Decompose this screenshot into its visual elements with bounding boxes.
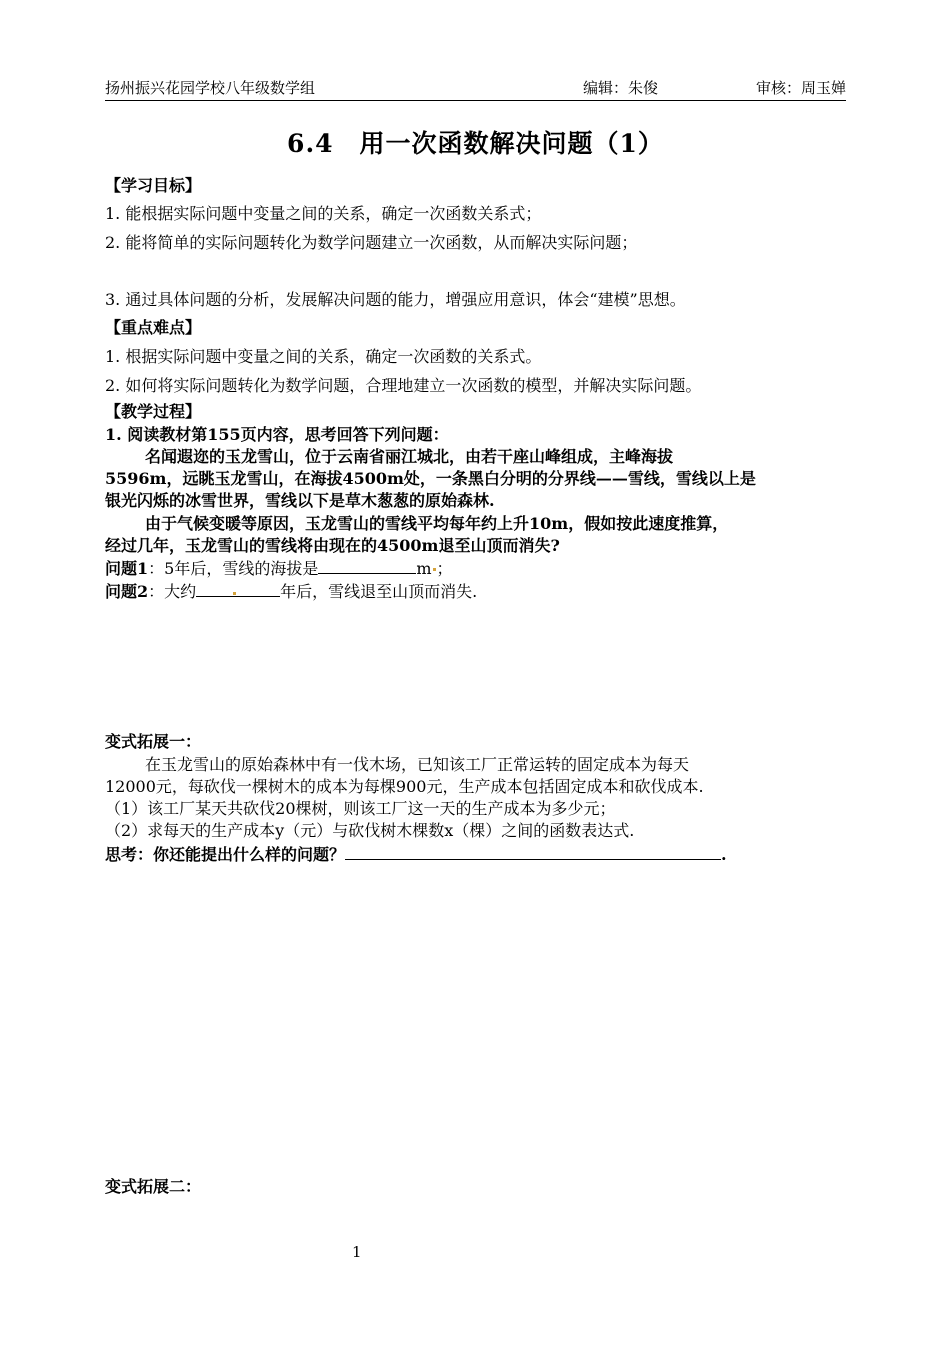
objectives-heading: 【学习目标】 xyxy=(105,176,202,195)
question-2-label: 问题2 xyxy=(105,582,149,601)
variant-1-line: （2）求每天的生产成本y（元）与砍伐树木棵数x（棵）之间的函数表达式. xyxy=(105,821,635,840)
think-question-end: . xyxy=(721,845,727,864)
marker-dot-icon xyxy=(233,592,236,595)
page-title: 6.4 用一次函数解决问题（1） xyxy=(287,129,664,158)
reading-paragraph-2: 由于气候变暖等原因，玉龙雪山的雪线平均每年约上升10m，假如按此速度推算， xyxy=(145,514,729,533)
question-1-unit: m xyxy=(416,559,432,578)
objective-item: 2. 能将简单的实际问题转化为数学问题建立一次函数，从而解决实际问题； xyxy=(105,233,638,252)
key-point-item: 2. 如何将实际问题转化为数学问题，合理地建立一次函数的模型，并解决实际问题。 xyxy=(105,376,702,395)
variant-2-heading: 变式拓展二： xyxy=(105,1177,202,1196)
variant-1-line: （1）该工厂某天共砍伐20棵树，则该工厂这一天的生产成本为多少元； xyxy=(105,799,616,818)
reading-paragraph-1: 5596m，远眺玉龙雪山，在海拔4500m处，一条黑白分明的分界线——雪线，雪线以上是 xyxy=(105,469,756,488)
key-points-heading: 【重点难点】 xyxy=(105,318,202,337)
key-point-item: 1. 根据实际问题中变量之间的关系，确定一次函数的关系式。 xyxy=(105,347,542,366)
reading-paragraph-1: 银光闪烁的冰雪世界，雪线以下是草木葱葱的原始森林. xyxy=(105,491,495,510)
page-header xyxy=(105,76,846,101)
variant-1-line: 12000元，每砍伐一棵树木的成本为每棵900元，生产成本包括固定成本和砍伐成本. xyxy=(105,777,704,796)
objective-item: 1. 能根据实际问题中变量之间的关系，确定一次函数关系式； xyxy=(105,204,542,223)
question-2 xyxy=(105,579,846,604)
reading-paragraph-1: 名闻遐迩的玉龙雪山，位于云南省丽江城北，由若干座山峰组成，主峰海拔 xyxy=(145,447,674,466)
question-1-end: ； xyxy=(436,559,453,578)
think-answer-blank[interactable] xyxy=(345,842,721,860)
question-1 xyxy=(105,556,846,581)
process-step-1: 1. 阅读教材第155页内容，思考回答下列问题： xyxy=(105,425,449,444)
question-1-text: ：5年后，雪线的海拔是 xyxy=(148,559,319,578)
think-question xyxy=(105,842,846,867)
question-2-blank[interactable] xyxy=(196,579,280,597)
page-number-text: 1 xyxy=(352,1243,362,1261)
objective-item: 3. 通过具体问题的分析，发展解决问题的能力，增强应用意识，体会“建模”思想。 xyxy=(105,290,686,309)
process-heading: 【教学过程】 xyxy=(105,402,202,421)
think-question-text: 思考：你还能提出什么样的问题？ xyxy=(105,845,346,864)
question-2-text: ：大约 xyxy=(148,582,197,601)
header-school: 扬州振兴花园学校八年级数学组 xyxy=(105,79,316,97)
variant-1-line: 在玉龙雪山的原始森林中有一伐木场，已知该工厂正常运转的固定成本为每天 xyxy=(145,755,690,774)
question-2-end: 年后，雪线退至山顶而消失. xyxy=(280,582,478,601)
header-reviewer: 审核：周玉婵 xyxy=(755,79,846,97)
marker-dot-icon xyxy=(433,568,436,571)
question-1-label: 问题1 xyxy=(105,559,149,578)
question-1-blank[interactable] xyxy=(318,556,416,574)
variant-1-heading: 变式拓展一： xyxy=(105,732,202,751)
reading-paragraph-2: 经过几年，玉龙雪山的雪线将由现在的4500m退至山顶而消失? xyxy=(105,536,560,555)
header-editor: 编辑：朱俊 xyxy=(583,79,659,97)
